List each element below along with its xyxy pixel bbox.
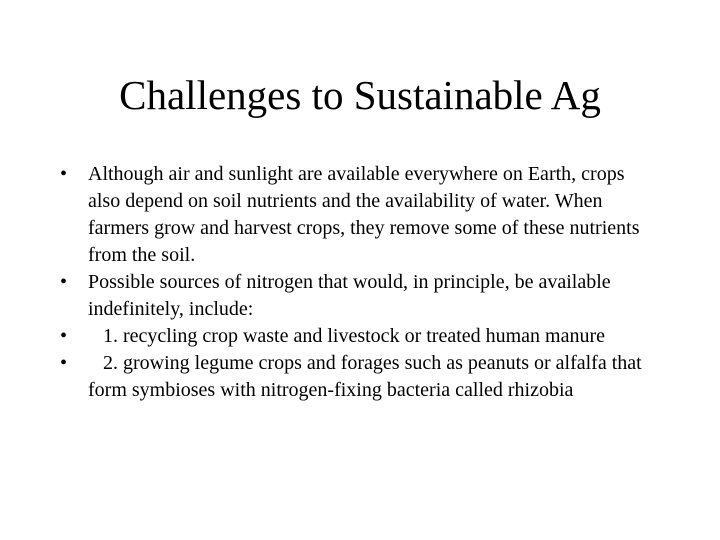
bullet-text: Although air and sunlight are available everywhere on Earth, crops also depend on soil nutrients and the availability of water. When farmers grow and harvest crops, they remove some of these nutrients from the soil. xyxy=(88,163,640,266)
bullet-text: 1. recycling crop waste and livestock or treated human manure xyxy=(88,325,606,347)
bullet-text: Possible sources of nitrogen that would, in principle, be available indefinitely, include: xyxy=(88,271,611,320)
bullet-text: 2. growing legume crops and forages such as peanuts or alfalfa that form symbioses with nitrogen-fixing bacteria called rhizobia xyxy=(88,352,647,401)
bullet-item xyxy=(60,269,660,323)
bullet-icon: • xyxy=(60,271,68,293)
bullet-item xyxy=(60,350,660,404)
slide-title: Challenges to Sustainable Ag xyxy=(119,72,601,118)
bullet-icon: • xyxy=(60,325,68,347)
bullet-item xyxy=(60,323,660,350)
bullet-item xyxy=(60,161,660,269)
bullet-icon: • xyxy=(60,163,68,185)
bullet-list xyxy=(60,161,660,404)
bullet-icon: • xyxy=(60,352,68,374)
